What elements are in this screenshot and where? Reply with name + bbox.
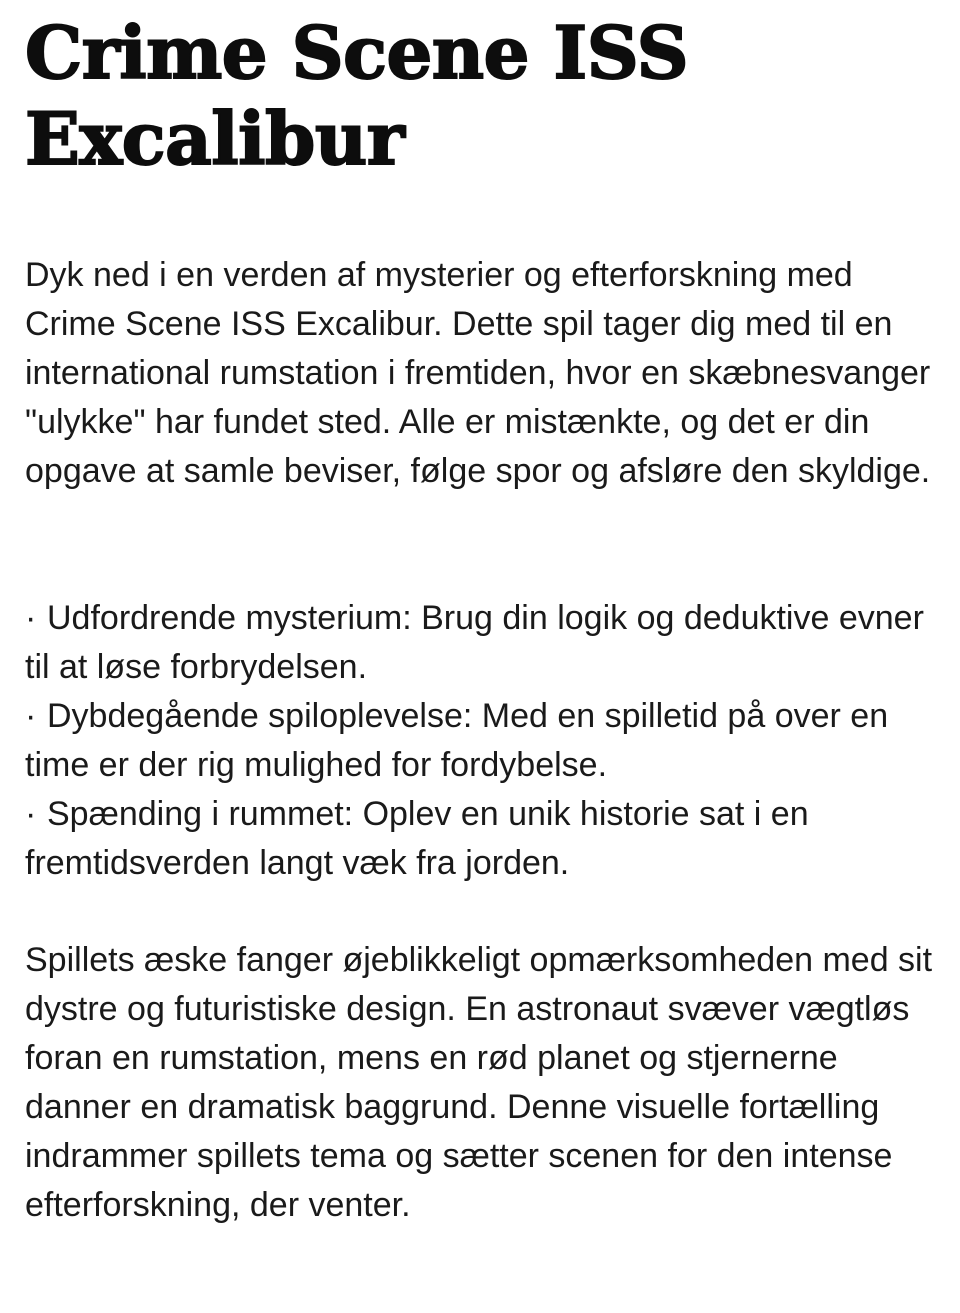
- feature-text: Dybdegående spiloplevelse: Med en spilletid på over en time er der rig mulighed for fordybelse.: [25, 697, 889, 784]
- outro-paragraph: Spillets æske fanger øjeblikkeligt opmærksomheden med sit dystre og futuristiske design. En astronaut svæver vægtløs foran en rumstation, mens en rød planet og stjernerne danner en dramatisk baggrund. Denne visuelle fortælling indrammer spillets tema og sætter scenen for den intense efterforskning, der venter.: [25, 941, 933, 1224]
- feature-list-item: [25, 692, 940, 790]
- article-title: Crime Scene ISS Excalibur: [25, 10, 689, 181]
- article: [25, 0, 940, 1224]
- feature-list: [25, 594, 940, 888]
- feature-list-item: [25, 790, 940, 888]
- intro-paragraph: Dyk ned i en verden af mysterier og efterforskning med Crime Scene ISS Excalibur. Dette spil tager dig med til en international rumstation i fremtiden, hvor en skæbnesvanger "ulykke" har fundet sted. Alle er mistænkte, og det er din opgave at samle beviser, følge spor og afsløre den skyldige.: [25, 256, 931, 490]
- bullet-icon: ·: [25, 697, 37, 735]
- bullet-icon: ·: [25, 599, 37, 637]
- feature-list-item: [25, 594, 940, 692]
- bullet-icon: ·: [25, 795, 37, 833]
- feature-text: Udfordrende mysterium: Brug din logik og deduktive evner til at løse forbrydelsen.: [25, 599, 924, 686]
- feature-text: Spænding i rummet: Oplev en unik historie sat i en fremtidsverden langt væk fra jorden.: [25, 795, 809, 882]
